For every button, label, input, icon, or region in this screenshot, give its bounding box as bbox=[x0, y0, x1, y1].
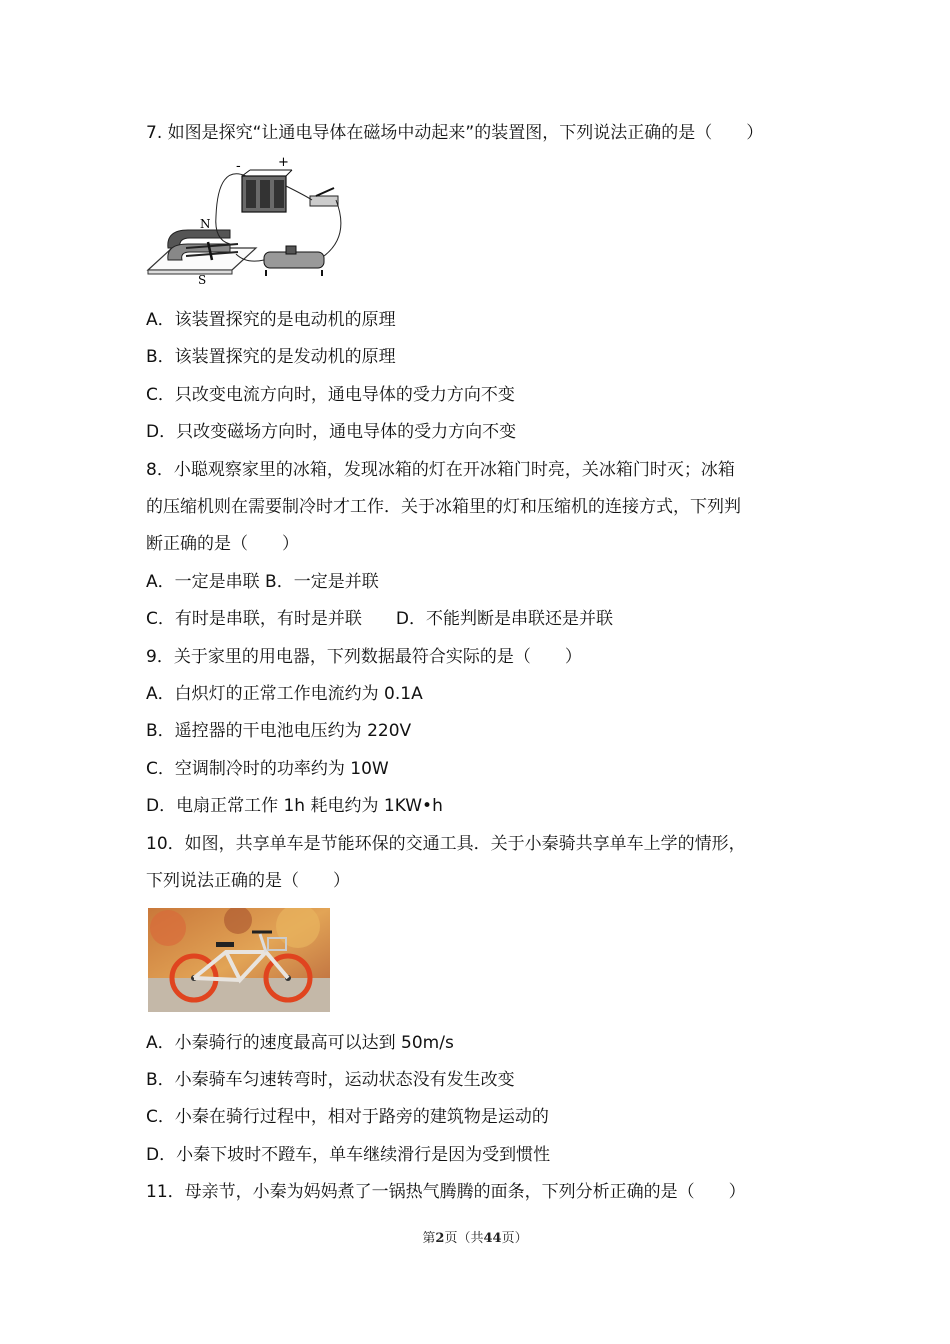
q7-option-b: B．该装置探究的是发动机的原理 bbox=[146, 347, 396, 367]
q9-option-c: C．空调制冷时的功率约为 10W bbox=[146, 759, 389, 779]
q9-option-d: D．电扇正常工作 1h 耗电约为 1KW•h bbox=[146, 796, 443, 816]
q9-option-a: A．白炽灯的正常工作电流约为 0.1A bbox=[146, 684, 423, 704]
plus-label: + bbox=[278, 156, 289, 170]
q11-stem: 11．母亲节，小秦为妈妈煮了一锅热气腾腾的面条，下列分析正确的是（ ） bbox=[146, 1182, 746, 1202]
q7-apparatus-figure bbox=[146, 156, 352, 290]
q7-option-d: D．只改变磁场方向时，通电导体的受力方向不变 bbox=[146, 422, 517, 442]
q8-stem-line-2: 的压缩机则在需要制冷时才工作．关于冰箱里的灯和压缩机的连接方式，下列判 bbox=[146, 497, 741, 517]
footer-prefix: 第 bbox=[422, 1231, 436, 1246]
q10-option-b: B．小秦骑车匀速转弯时，运动状态没有发生改变 bbox=[146, 1070, 515, 1090]
q7-stem: 7. 如图是探究“让通电导体在磁场中动起来”的装置图，下列说法正确的是（ ） bbox=[146, 123, 764, 143]
q10-bicycle-photo bbox=[148, 908, 330, 1012]
q7-option-c: C．只改变电流方向时，通电导体的受力方向不变 bbox=[146, 385, 515, 405]
q8-option-cd: C．有时是串联，有时是并联 D．不能判断是串联还是并联 bbox=[146, 609, 613, 629]
q10-option-d: D．小秦下坡时不蹬车，单车继续滑行是因为受到惯性 bbox=[146, 1145, 551, 1165]
q10-option-a: A．小秦骑行的速度最高可以达到 50m/s bbox=[146, 1033, 454, 1053]
q7-option-a: A．该装置探究的是电动机的原理 bbox=[146, 310, 396, 330]
q8-option-ab: A．一定是串联 B．一定是并联 bbox=[146, 572, 379, 592]
q10-stem-line-1: 10．如图，共享单车是节能环保的交通工具．关于小秦骑共享单车上学的情形， bbox=[146, 834, 746, 854]
footer-total-pages: 44 bbox=[483, 1231, 502, 1246]
q9-stem: 9．关于家里的用电器，下列数据最符合实际的是（ ） bbox=[146, 647, 582, 667]
footer-suffix: 页） bbox=[501, 1231, 528, 1246]
page-footer bbox=[0, 1227, 950, 1246]
footer-middle: 页（共 bbox=[444, 1231, 484, 1246]
south-label: S bbox=[198, 273, 207, 287]
q8-stem-line-1: 8．小聪观察家里的冰箱，发现冰箱的灯在开冰箱门时亮，关冰箱门时灭；冰箱 bbox=[146, 460, 735, 480]
q10-stem-line-2: 下列说法正确的是（ ） bbox=[146, 871, 350, 891]
north-label: N bbox=[200, 217, 211, 231]
q10-option-c: C．小秦在骑行过程中，相对于路旁的建筑物是运动的 bbox=[146, 1107, 549, 1127]
q8-stem-line-3: 断正确的是（ ） bbox=[146, 534, 299, 554]
footer-page-number: 2 bbox=[435, 1231, 445, 1246]
minus-label: - bbox=[236, 159, 241, 174]
q9-option-b: B．遥控器的干电池电压约为 220V bbox=[146, 721, 412, 741]
